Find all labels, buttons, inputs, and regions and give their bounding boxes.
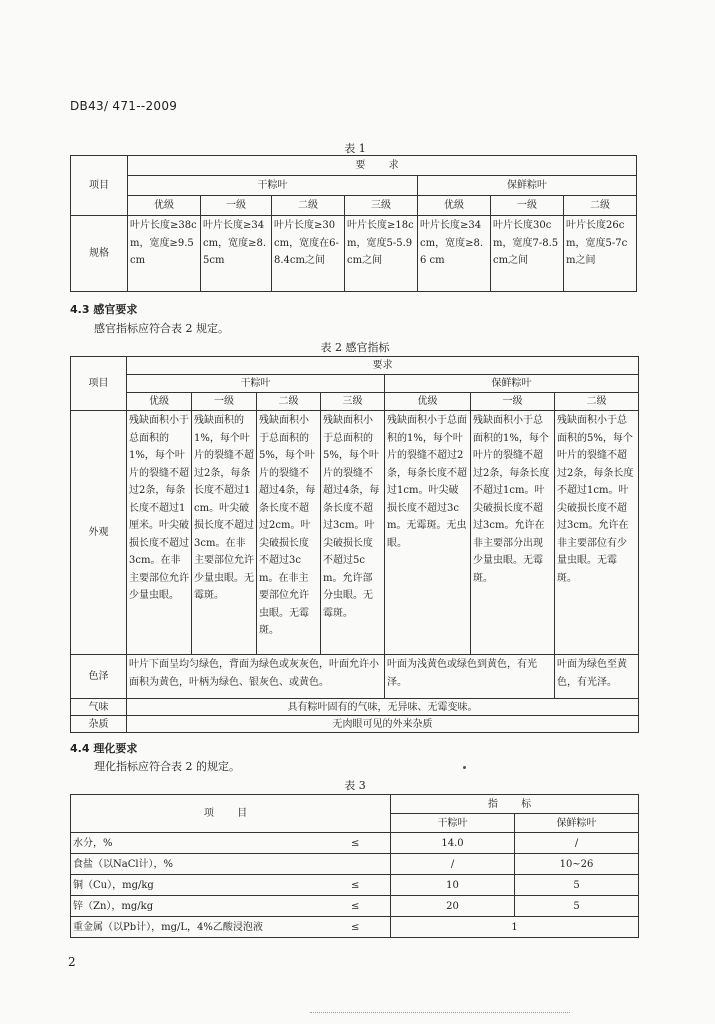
section-4-4-heading: 4.4 理化要求 (70, 742, 138, 755)
table3-item-name: 重金属（以Pb计），mg/L，4%乙酸浸泡液 (71, 917, 321, 938)
table3-operator: ≤ (321, 917, 391, 938)
table1-cell: 叶片长度≥38cm，宽度≥9.5cm (128, 216, 201, 292)
table-row (71, 896, 639, 917)
table2-group-fresh: 保鲜粽叶 (385, 375, 639, 393)
table1-caption: 表 1 (344, 142, 366, 155)
table3-operator: ≤ (321, 833, 391, 854)
table3-fresh-value: 5 (515, 896, 639, 917)
table-row (71, 854, 639, 875)
table2-grade: 三级 (321, 393, 385, 411)
table1-grade: 二级 (564, 196, 637, 216)
table1-project-label: 项目 (71, 156, 128, 216)
table2-impurity: 无肉眼可见的外来杂质 (127, 716, 639, 733)
table3 (70, 794, 639, 938)
table3-item-name: 锌（Zn），mg/kg (71, 896, 321, 917)
table2-group-dry: 干粽叶 (127, 375, 385, 393)
table-row (71, 875, 639, 896)
table3-fresh-value: 5 (515, 875, 639, 896)
table3-fresh-value: 10~26 (515, 854, 639, 875)
table3-col-fresh: 保鲜粽叶 (515, 814, 639, 833)
table2-grade: 二级 (555, 393, 639, 411)
table2 (70, 356, 639, 733)
table2-color-dry: 叶片下面呈均匀绿色，背面为绿色或灰灰色，叶面允许小面积为黄色，叶柄为绿色、银灰色、或黄色。 (127, 655, 385, 699)
table3-col-dry: 干粽叶 (391, 814, 515, 833)
table3-operator (321, 854, 391, 875)
table2-grade: 一级 (471, 393, 555, 411)
table2-project-label: 项目 (71, 357, 127, 411)
table1-grade: 优级 (418, 196, 491, 216)
table3-item-name: 铜（Cu），mg/kg (71, 875, 321, 896)
table2-color-fresh-b: 叶面为绿色至黄色，有光泽。 (555, 655, 639, 699)
table1-cell: 叶片长度≥30 cm，宽度在6-8.4cm之间 (272, 216, 345, 292)
table3-dry-value: 14.0 (391, 833, 515, 854)
table1-cell: 叶片长度26cm，宽度5-7cm之间 (564, 216, 637, 292)
table-row (71, 917, 639, 938)
section-4-4-text: 理化指标应符合表 2 的规定。 (94, 760, 240, 773)
table3-dry-value: 10 (391, 875, 515, 896)
table2-impurity-label: 杂质 (71, 716, 127, 733)
table3-indicator-label: 指 标 (391, 795, 639, 814)
table2-grade: 优级 (385, 393, 471, 411)
table1-grade: 一级 (201, 196, 272, 216)
table1-grade: 优级 (128, 196, 201, 216)
table2-appearance-cell: 残缺面积小于总面积的1%，每个叶片的裂缝不超过2条，每条长度不超过1cm。叶尖破损长度不超过3cm。无霉斑。无虫眼。 (385, 411, 471, 655)
table2-smell-label: 气味 (71, 699, 127, 716)
page-number: 2 (68, 955, 76, 969)
table2-caption: 表 2 感官指标 (320, 341, 390, 354)
table3-fresh-value: / (515, 833, 639, 854)
table2-appearance-cell: 残缺面积小于总面积的5%，每个叶片的裂缝不超过4条，每条长度不超过2cm。叶尖破损长度不超过3cm。在非主要部位允许虫眼。无霉斑。 (257, 411, 321, 655)
table1-group-fresh: 保鲜粽叶 (418, 176, 637, 196)
scan-mark (463, 766, 466, 769)
table2-grade: 一级 (192, 393, 257, 411)
table2-appearance-cell: 残缺面积小于总面积的5%，每个叶片的裂缝不超过2条，每条长度不超过1cm。叶尖破损长度不超过3cm。允许在非主要部位有少量虫眼。无霉斑。 (555, 411, 639, 655)
table2-appearance-cell: 残缺面积小于总面积的5%，每个叶片的裂缝不超过4条，每条长度不超过3cm。叶尖破损长度不超过5cm。允许部分虫眼。无霉斑。 (321, 411, 385, 655)
table1-requirements-label: 要 求 (128, 156, 637, 176)
table3-caption: 表 3 (344, 779, 366, 792)
table-row (71, 833, 639, 854)
section-4-3-text: 感官指标应符合表 2 规定。 (94, 322, 229, 335)
table3-operator: ≤ (321, 875, 391, 896)
table2-color-fresh-a: 叶面为浅黄色或绿色到黄色，有光泽。 (385, 655, 555, 699)
table2-appearance-cell: 残缺面积小于总面积的1%，每个叶片的裂缝不超过2条，每条长度不超过1厘米。叶尖破损长度不超过3cm。在非主要部位允许少量虫眼。 (127, 411, 192, 655)
section-4-3-heading: 4.3 感官要求 (70, 303, 138, 316)
table1-row-label: 规格 (71, 216, 128, 292)
table1-grade: 二级 (272, 196, 345, 216)
table3-item-name: 水分，% (71, 833, 321, 854)
table1-cell: 叶片长度≥18cm，宽度5-5.9cm之间 (345, 216, 418, 292)
table3-item-name: 食盐（以NaCl计），% (71, 854, 321, 875)
table3-merged-value: 1 (391, 917, 639, 938)
document-code: DB43/ 471--2009 (70, 99, 178, 113)
table1-grade: 三级 (345, 196, 418, 216)
table3-dry-value: 20 (391, 896, 515, 917)
table1-grade: 一级 (491, 196, 564, 216)
table2-grade: 二级 (257, 393, 321, 411)
table2-requirements-label: 要求 (127, 357, 639, 375)
table1-cell: 叶片长度≥34 cm，宽度≥8.6 cm (418, 216, 491, 292)
table1-cell: 叶片长度30cm，宽度7-8.5cm之间 (491, 216, 564, 292)
table2-appearance-cell: 残缺面积小于总面积的1%，每个叶片的裂缝不超过2条，每条长度不超过1cm。叶尖破损长度不超过3cm。允许在非主要部分出现少量虫眼。无霉斑。 (471, 411, 555, 655)
table2-appearance-label: 外观 (71, 411, 127, 655)
table1-cell: 叶片长度≥34cm，宽度≥8.5cm (201, 216, 272, 292)
table3-operator: ≤ (321, 896, 391, 917)
table2-grade: 优级 (127, 393, 192, 411)
table3-dry-value: / (391, 854, 515, 875)
table2-appearance-cell: 残缺面积的1%，每个叶片的裂缝不超过2条，每条长度不超过1cm。叶尖破损长度不超过3cm。在非主要部位允许少量虫眼。无霉斑。 (192, 411, 257, 655)
bottom-dotted-line (310, 1012, 570, 1013)
table1-group-dry: 干粽叶 (128, 176, 418, 196)
table3-item-label: 项 目 (71, 795, 391, 833)
table2-color-label: 色泽 (71, 655, 127, 699)
table1 (70, 155, 637, 292)
table2-smell: 具有粽叶固有的气味，无异味、无霉变味。 (127, 699, 639, 716)
